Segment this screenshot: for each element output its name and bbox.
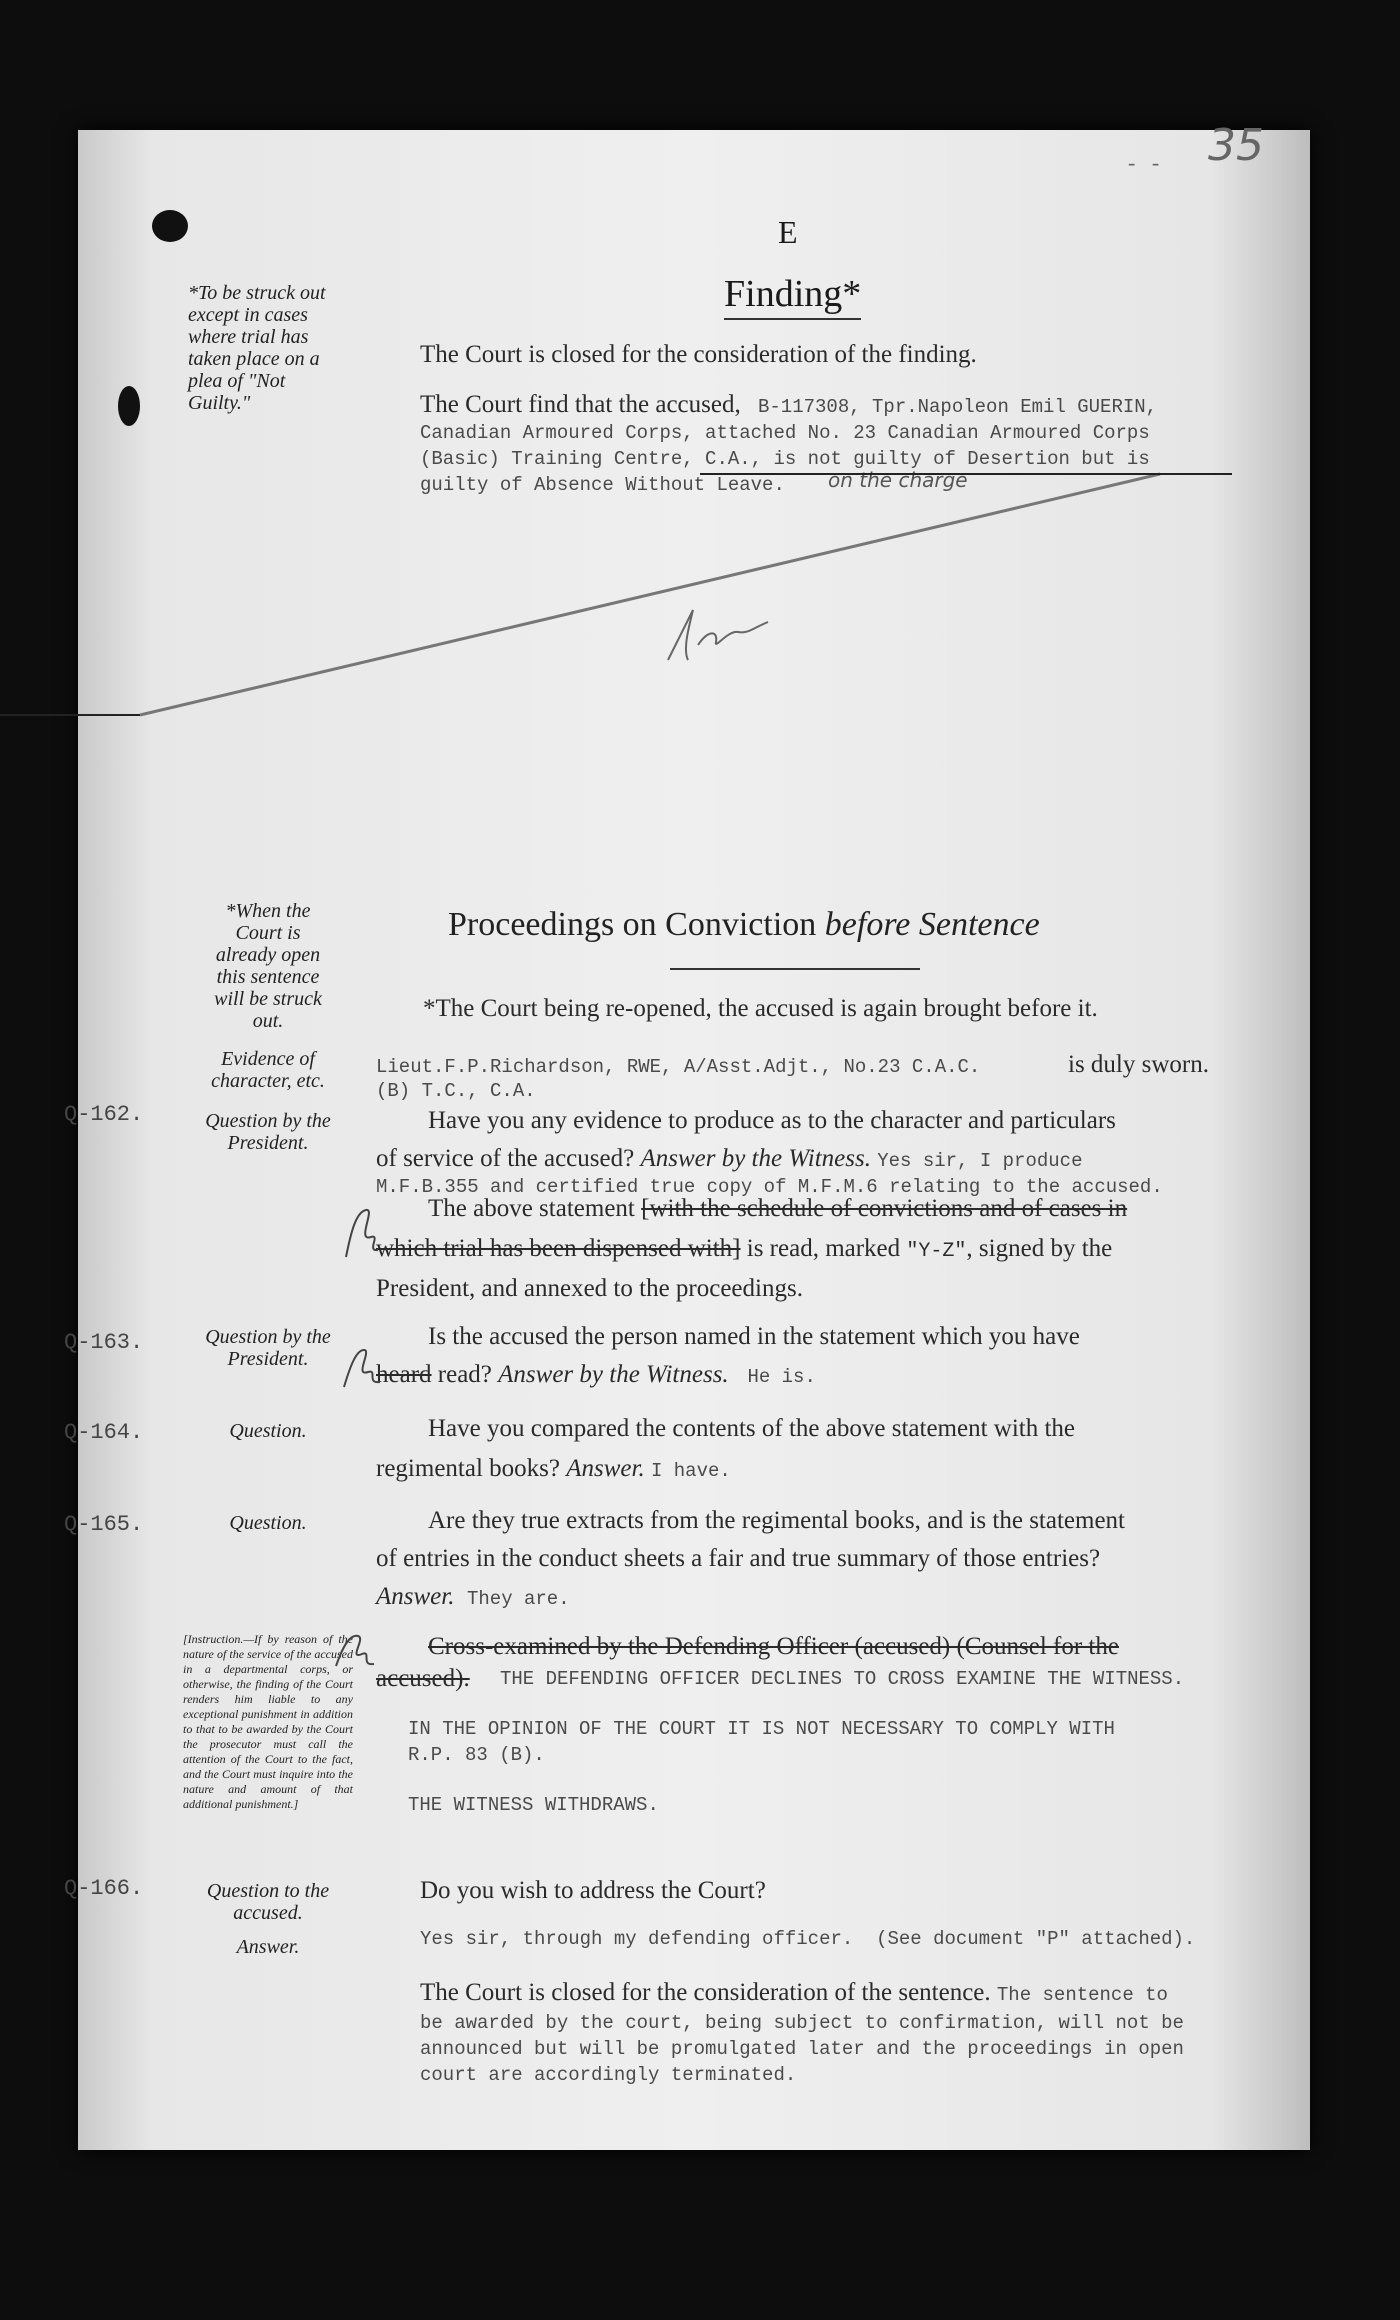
q162-answer-label: Answer by the Witness. <box>640 1145 871 1172</box>
initials-mark-q162 <box>336 1202 386 1262</box>
q164-text-1: Have you compared the contents of the above statement with the <box>428 1415 1076 1442</box>
finding-typed-1: B-117308, Tpr.Napoleon Emil GUERIN, <box>758 396 1158 418</box>
q165-answer-typed: They are. <box>466 1588 570 1610</box>
punch-hole-top <box>152 210 188 242</box>
q162-stmt-mid: is read, marked <box>746 1235 901 1262</box>
finding-margin-note: *To be struck out except in cases where trial has taken place on a plea of "Not Guilty." <box>188 282 326 414</box>
proceedings-title-roman: Proceedings on Conviction <box>448 906 817 943</box>
proceedings-title-italic: before Sentence <box>824 906 1040 943</box>
closed-sentence-typed-2: be awarded by the court, being subject to confirmation, will not be <box>420 2012 1184 2034</box>
q163-text-1: Is the accused the person named in the statement which you have <box>428 1323 1080 1350</box>
q162-stmt-suffix: , signed by the <box>966 1235 1113 1262</box>
q162-label: Question by the President. <box>205 1110 331 1154</box>
finding-typed-4: guilty of Absence Without Leave. <box>420 474 785 496</box>
q164-number: Q-164. <box>64 1420 144 1445</box>
q162-statement-line-1 <box>428 1190 1127 1228</box>
q164-answer-typed: I have. <box>650 1460 731 1482</box>
opinion-typed-2: R.P. 83 (B). <box>408 1744 545 1766</box>
initials-mark-q163 <box>336 1342 386 1392</box>
opinion-typed-1: IN THE OPINION OF THE COURT IT IS NOT NECESSARY TO COMPLY WITH <box>408 1718 1115 1740</box>
q162-stmt-struck-1: [with the schedule of convictions and of cases in <box>641 1195 1128 1222</box>
instruction-margin-note: [Instruction.—If by reason of the nature of the service of the accused in a departmental corps, or otherwise, the finding of the Court renders him liable to any exceptional punishment in addition to that to be awarded by the Court the prosecutor must call the attention of the Court to the fact, and the Court must inquire into the nature and amount of that additional punishment.] <box>183 1632 353 1811</box>
cross-struck-1: Cross-examined by the Defending Officer (accused) (Counsel for the <box>428 1633 1119 1660</box>
q162-statement-line-2 <box>376 1230 1112 1271</box>
q165-answer-label: Answer. <box>376 1583 455 1610</box>
proceedings-title-rule <box>670 968 920 970</box>
document-page <box>64 120 1310 2150</box>
q164-text-2-books: regimental books? <box>376 1455 560 1482</box>
reopened-line: *The Court being re-opened, the accused is again brought before it. <box>423 995 1098 1022</box>
closed-sentence-prefix: The Court is closed for the consideration of the sentence. <box>420 1979 991 2006</box>
q163-number: Q-163. <box>64 1330 144 1355</box>
q166-label: Question to the accused. <box>206 1880 330 1924</box>
q162-number: Q-162. <box>64 1102 144 1127</box>
finding-typed-2: Canadian Armoured Corps, attached No. 23 Canadian Armoured Corps <box>420 422 1150 444</box>
initials-mark-cross <box>328 1626 378 1676</box>
q164-answer-label: Answer. <box>566 1455 645 1482</box>
diagonal-strike-line <box>0 470 1232 740</box>
q166-text: Do you wish to address the Court? <box>420 1877 766 1904</box>
q163-text-2-read: read? <box>437 1361 492 1388</box>
q163-text-2 <box>376 1356 816 1396</box>
finding-title: Finding* <box>724 272 861 320</box>
q162-stmt-prefix: The above statement <box>428 1195 635 1222</box>
cross-typed: THE DEFENDING OFFICER DECLINES TO CROSS EXAMINE THE WITNESS. <box>500 1668 1185 1690</box>
q162-answer-typed-2: M.F.B.355 and certified true copy of M.F.M.6 relating to the accused. <box>376 1176 1163 1198</box>
finding-typed-3: (Basic) Training Centre, C.A., is not guilty of Desertion but is <box>420 448 1150 470</box>
q166-answer-label: Answer. <box>236 1936 300 1958</box>
cross-struck-2: accused). <box>376 1665 470 1692</box>
finding-closed-line: The Court is closed for the consideration of the finding. <box>420 341 977 368</box>
q162-text-1: Have you any evidence to produce as to the character and particulars <box>428 1107 1116 1134</box>
q165-text-1: Are they true extracts from the regimental books, and is the statement <box>428 1507 1125 1534</box>
closed-sentence-typed-4: court are accordingly terminated. <box>420 2064 797 2086</box>
q163-struck: heard <box>376 1361 432 1388</box>
q164-text-2 <box>376 1450 731 1490</box>
q162-stmt-mark: "Y-Z" <box>906 1240 967 1263</box>
q164-label: Question. <box>229 1420 307 1442</box>
finding-find-prefix: The Court find that the accused, <box>420 391 741 418</box>
closed-sentence-typed-1: The sentence to <box>996 1984 1168 2006</box>
closed-sentence-line-1 <box>420 1974 1168 2014</box>
q165-number: Q-165. <box>64 1512 144 1537</box>
withdraws-typed: THE WITNESS WITHDRAWS. <box>408 1794 659 1816</box>
q163-answer-label: Answer by the Witness. <box>498 1361 729 1388</box>
witness-typed-2: (B) T.C., C.A. <box>376 1080 536 1102</box>
q162-stmt-line-3: President, and annexed to the proceedings. <box>376 1275 803 1302</box>
q166-number: Q-166. <box>64 1876 144 1901</box>
closed-sentence-typed-3: announced but will be promulgated later and the proceedings in open <box>420 2038 1184 2060</box>
q162-text-2-prefix: of service of the accused? <box>376 1145 635 1172</box>
q166-answer-typed: Yes sir, through my defending officer. (See document "P" attached). <box>420 1928 1196 1950</box>
q162-answer-typed: Yes sir, I produce <box>877 1150 1083 1172</box>
section-letter: E <box>778 214 798 250</box>
q165-label: Question. <box>229 1512 307 1534</box>
q162-stmt-struck-2: which trial has been dispensed with] <box>376 1235 741 1262</box>
q163-label: Question by the President. <box>205 1326 331 1370</box>
finding-handwritten-addition: on the charge <box>828 468 968 492</box>
q165-answer <box>376 1578 570 1618</box>
q165-text-2: of entries in the conduct sheets a fair and true summary of those entries? <box>376 1545 1101 1572</box>
witness-typed-1: Lieut.F.P.Richardson, RWE, A/Asst.Adjt., No.23 C.A.C. <box>376 1056 981 1078</box>
evidence-label: Evidence of character, etc. <box>211 1048 325 1092</box>
page-number: 35 <box>1208 120 1264 171</box>
proceedings-margin-note: *When the Court is already open this sentence will be struck out. <box>214 900 322 1032</box>
initials-scribble <box>658 600 778 670</box>
duly-sworn: is duly sworn. <box>1068 1051 1209 1078</box>
proceedings-title <box>448 906 1040 944</box>
q163-answer-typed: He is. <box>747 1366 816 1388</box>
punch-hole-middle <box>118 386 140 426</box>
page-number-dashes: - - <box>1128 150 1160 175</box>
